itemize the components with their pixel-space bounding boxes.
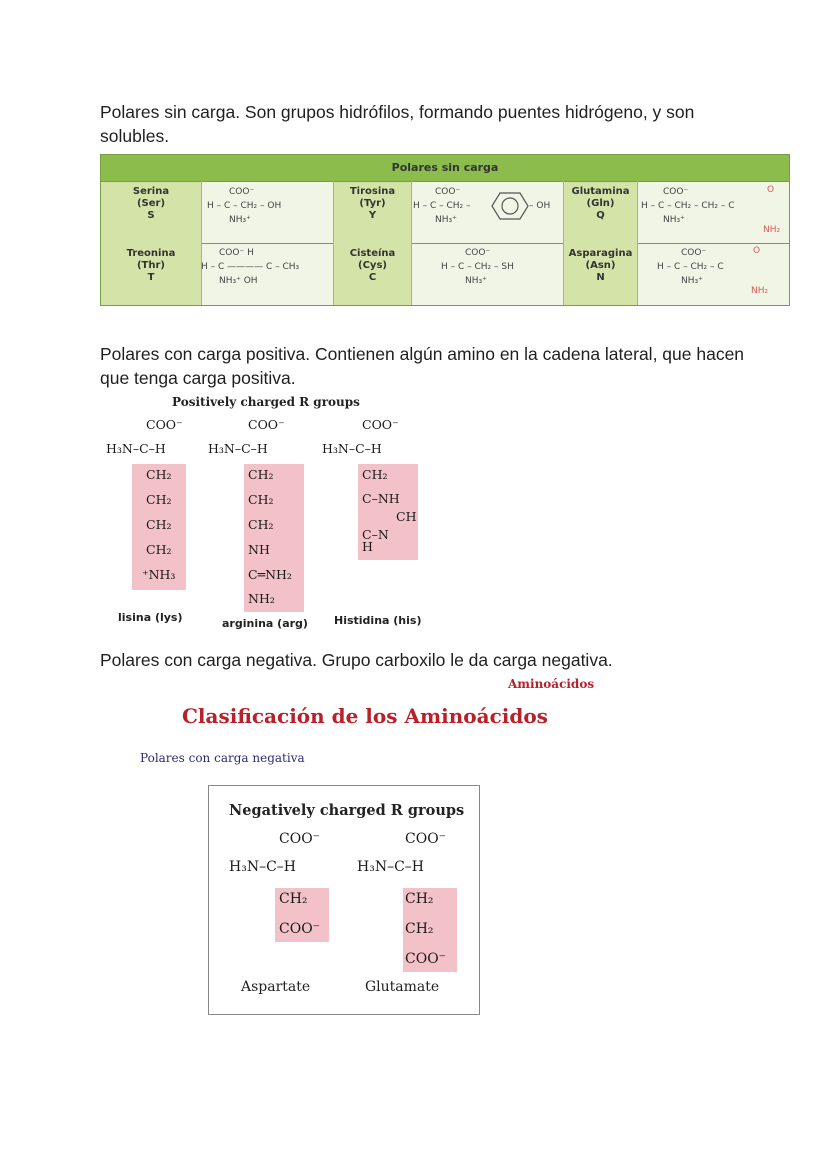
lysine-caption: lisina (lys) bbox=[118, 611, 183, 624]
negative-box-title: Negatively charged R groups bbox=[229, 802, 465, 819]
glutamate-caption: Glutamate bbox=[365, 979, 440, 995]
histidine-caption: Histidina (his) bbox=[334, 614, 422, 627]
table-row-label: Glutamina (Gln) Q bbox=[564, 182, 637, 247]
section3-text: Polares con carga negativa. Grupo carboxilo le da carga negativa. bbox=[100, 650, 613, 670]
arginine-side-chain-highlight bbox=[244, 464, 304, 612]
benzene-ring-icon bbox=[491, 191, 529, 221]
table-row-label: Tirosina (Tyr) Y bbox=[334, 182, 411, 247]
formula-asparagine: COO⁻ H – C – CH₂ – C O NH₂ NH₃⁺ bbox=[657, 246, 769, 296]
slide-title: Clasificación de los Aminoácidos bbox=[182, 704, 548, 728]
formula-glutamine: COO⁻ H – C – CH₂ – CH₂ – C O NH₂ NH₃⁺ bbox=[641, 185, 781, 235]
formula-tyrosine: COO⁻ H – C – CH₂ – – OH NH₃⁺ bbox=[413, 187, 551, 225]
slide-subtitle: Polares con carga negativa bbox=[140, 751, 305, 765]
table-row-label: Treonina (Thr) T bbox=[101, 244, 201, 305]
formula-cysteine: COO⁻ H – C – CH₂ – SH NH₃⁺ bbox=[441, 248, 514, 286]
aspartate-caption: Aspartate bbox=[241, 979, 311, 995]
negative-groups-box: Negatively charged R groups COO⁻ H₃N–C–H CH₂ COO⁻ COO⁻ H₃N–C–H CH₂ CH₂ COO⁻ Aspartate Glutamate bbox=[208, 785, 480, 1015]
corner-label: Aminoácidos bbox=[508, 677, 595, 691]
table-row-label: Asparagina (Asn) N bbox=[564, 244, 637, 305]
section1-text: Polares sin carga. Son grupos hidrófilos, formando puentes hidrógeno, y son solubles. bbox=[100, 102, 695, 146]
polar-uncharged-table bbox=[100, 154, 790, 306]
arginine-caption: arginina (arg) bbox=[222, 617, 308, 630]
table-header: Polares sin carga bbox=[101, 155, 789, 181]
positive-figure-title: Positively charged R groups bbox=[172, 395, 360, 409]
formula-serine: COO⁻ H – C – CH₂ – OH NH₃⁺ bbox=[207, 187, 282, 225]
section2-text: Polares con carga positiva. Contienen algún amino en la cadena lateral, que hacen que tenga carga positiva. bbox=[100, 344, 745, 388]
table-row-label: Cisteína (Cys) C bbox=[334, 244, 411, 305]
table-row-label: Serina (Ser) S bbox=[101, 182, 201, 247]
formula-threonine: COO⁻ H H – C ———— C – CH₃ NH₃⁺ OH bbox=[201, 248, 300, 286]
